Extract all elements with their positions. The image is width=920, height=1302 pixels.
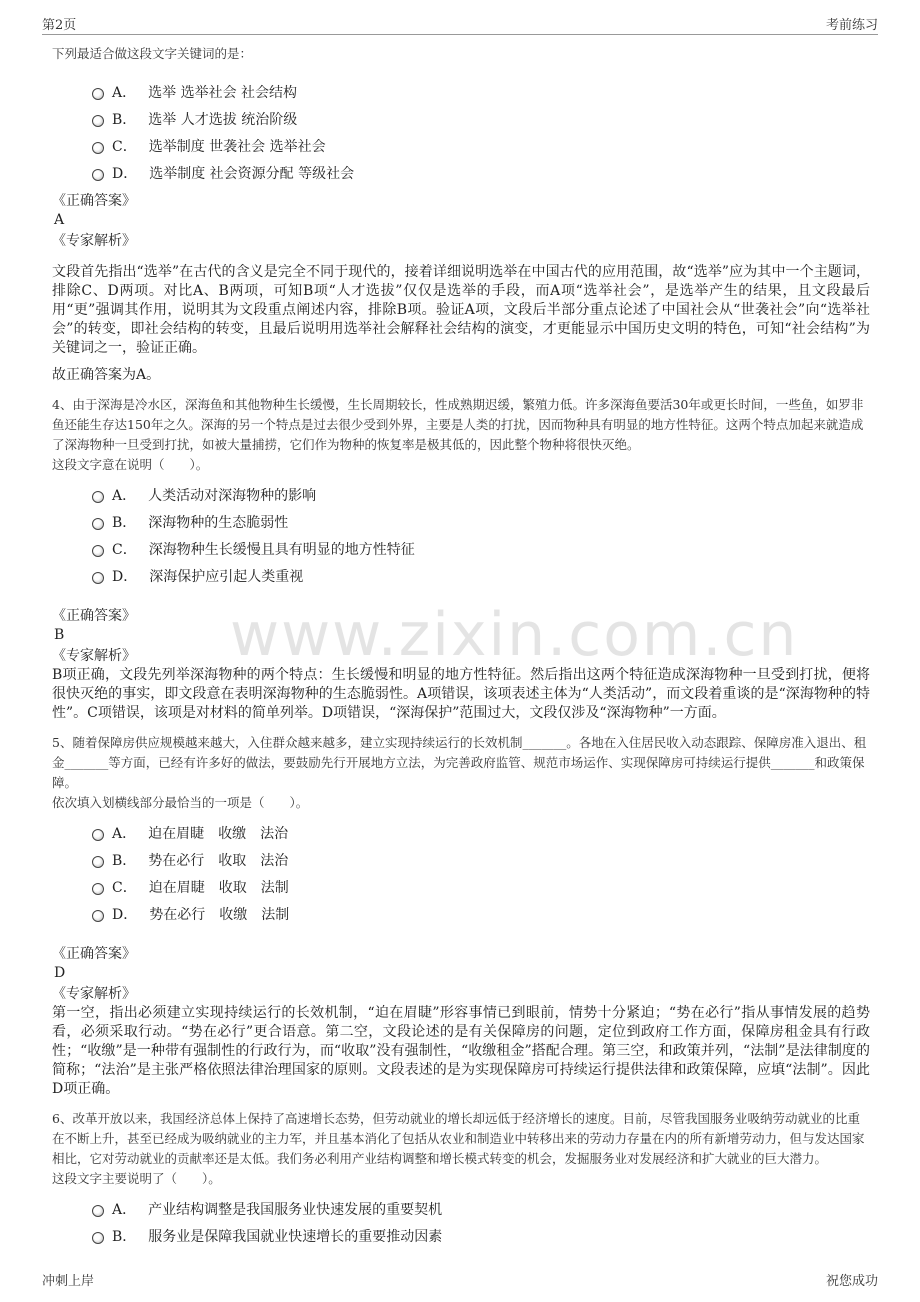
q4-option-d[interactable]: D． 深海保护应引起人类重视 [92, 562, 870, 589]
q5-analysis-label: 《专家解析》 [52, 986, 136, 1002]
q5-answer: D [54, 965, 66, 981]
q5-option-c[interactable]: C． 迫在眉睫 收取 法制 [92, 873, 870, 900]
page-header [42, 14, 878, 35]
q4-analysis: B项正确，文段先列举深海物种的两个特点：生长缓慢和明显的地方性特征。然后指出这两个特征造成深海物种一旦受到打扰，便将很快灭绝的事实，即文段意在表明深海物种的生态脆弱性。A项错误，该项表述主体为“人类活动”，而文段着重谈的是“深海物种的特性”。C项错误，该项是对材料的简单列举。D项错误，“深海保护”范围过大，文段仅涉及“深海物种”一方面。 [52, 667, 870, 721]
footer-left: 冲刺上岸 [42, 1274, 95, 1289]
radio-icon[interactable] [92, 829, 104, 841]
q6-options [92, 1195, 870, 1249]
page-number: 第2页 [42, 18, 77, 33]
radio-icon[interactable] [92, 856, 104, 868]
page-footer [42, 1270, 878, 1290]
q3-option-a[interactable]: A． 选举 选举社会 社会结构 [92, 78, 870, 105]
question-5 [52, 733, 870, 1099]
radio-icon[interactable] [92, 1205, 104, 1217]
radio-icon[interactable] [92, 883, 104, 895]
q3-options [92, 78, 870, 186]
question-6 [52, 1109, 870, 1249]
q5-prompt: 依次填入划横线部分最恰当的一项是（ ）。 [52, 795, 309, 810]
q3-prompt: 下列最适合做这段文字关键词的是： [52, 46, 253, 61]
q4-analysis-label: 《专家解析》 [52, 648, 136, 664]
q4-option-a[interactable]: A． 人类活动对深海物种的影响 [92, 481, 870, 508]
q6-text: 6、改革开放以来，我国经济总体上保持了高速增长态势，但劳动就业的增长却远低于经济增长的速度。目前，尽管我国服务业吸纳劳动就业的比重在不断上升，甚至已经成为吸纳就业的主力军，并且基本消化了包括从农业和制造业中转移出来的劳动力存量在内的所有新增劳动力，但与发达国家相比，它对劳动就业的贡献率还是太低。我们务必利用产业结构调整和增长模式转变的机会，发掘服务业对发展经济和扩大就业的巨大潜力。 [52, 1111, 865, 1166]
q3-conclusion: 故正确答案为A。 [52, 367, 161, 383]
q6-prompt: 这段文字主要说明了（ ）。 [52, 1171, 221, 1186]
q3-option-d[interactable]: D． 选举制度 社会资源分配 等级社会 [92, 159, 870, 186]
q3-option-b[interactable]: B． 选举 人才选拔 统治阶级 [92, 105, 870, 132]
q4-option-c[interactable]: C． 深海物种生长缓慢且具有明显的地方性特征 [92, 535, 870, 562]
radio-icon[interactable] [92, 910, 104, 922]
q6-option-a[interactable]: A． 产业结构调整是我国服务业快速发展的重要契机 [92, 1195, 870, 1222]
radio-icon[interactable] [92, 115, 104, 127]
question-3 [52, 44, 870, 385]
radio-icon[interactable] [92, 518, 104, 530]
footer-right: 祝您成功 [825, 1274, 878, 1289]
q4-answer: B [54, 627, 65, 643]
q3-analysis-label: 《专家解析》 [52, 233, 136, 249]
q4-prompt: 这段文字意在说明（ ）。 [52, 457, 209, 472]
q4-options [92, 481, 870, 589]
q3-answer-label: 《正确答案》 [52, 193, 136, 209]
q4-option-b[interactable]: B． 深海物种的生态脆弱性 [92, 508, 870, 535]
q4-text: 4、由于深海是冷水区，深海鱼和其他物种生长缓慢，生长周期较长，性成熟期迟缓，繁殖力低。许多深海鱼要活30年或更长时间，一些鱼，如罗非鱼还能生存达150年之久。深海的另一个特点是过去很少受到外界，主要是人类的打扰，因而物种具有明显的地方性特征。这两个特点加起来就造成了深海物种一旦受到打扰，如被大量捕捞，它们作为物种的恢复率是极其低的，因此整个物种将很快灭绝。 [52, 397, 864, 452]
radio-icon[interactable] [92, 169, 104, 181]
q5-option-b[interactable]: B． 势在必行 收取 法治 [92, 846, 870, 873]
header-title: 考前练习 [825, 18, 878, 33]
q5-analysis: 第一空，指出必须建立实现持续运行的长效机制，“迫在眉睫”形容事情已到眼前，情势十分紧迫；“势在必行”指从事情发展的趋势看，必须采取行动。“势在必行”更合语意。第二空，文段论述的是有关保障房的问题，定位到政府工作方面，保障房租金具有行政性；“收缴”是一种带有强制性的行政行为，而“收取”没有强制性，“收缴租金”搭配合理。第三空，和政策并列，“法制”是法律制度的简称；“法治”是主张严格依照法律治理国家的原则。文段表述的是为实现保障房可持续运行提供法律和政策保障，应填“法制”。因此D项正确。 [52, 1005, 870, 1097]
watermark: www.zixin.com.cn [230, 600, 799, 670]
q5-option-d[interactable]: D． 势在必行 收缴 法制 [92, 900, 870, 927]
q5-answer-label: 《正确答案》 [52, 946, 136, 962]
q3-option-c[interactable]: C． 选举制度 世袭社会 选举社会 [92, 132, 870, 159]
q4-answer-label: 《正确答案》 [52, 608, 136, 624]
radio-icon[interactable] [92, 1232, 104, 1244]
q3-answer: A [54, 212, 65, 228]
question-4 [52, 395, 870, 723]
document-body [52, 44, 870, 1249]
radio-icon[interactable] [92, 572, 104, 584]
radio-icon[interactable] [92, 491, 104, 503]
q5-option-a[interactable]: A． 迫在眉睫 收缴 法治 [92, 819, 870, 846]
q5-text: 5、随着保障房供应规模越来越大，入住群众越来越多，建立实现持续运行的长效机制_______。各地在入住居民收入动态跟踪、保障房准入退出、租金_______等方面，已经有许多好的做法，要鼓励先行开展地方立法，为完善政府监管、规范市场运作、实现保障房可持续运行提供_______和政策保障。 [52, 735, 867, 790]
q5-options [92, 819, 870, 927]
radio-icon[interactable] [92, 545, 104, 557]
q6-option-b[interactable]: B． 服务业是保障我国就业快速增长的重要推动因素 [92, 1222, 870, 1249]
q3-analysis: 文段首先指出“选举”在古代的含义是完全不同于现代的，接着详细说明选举在中国古代的应用范围，故“选举”应为其中一个主题词，排除C、D两项。对比A、B两项，可知B项“人才选拔”仅仅是选举的手段，而A项“选举社会”，是选举产生的结果，且文段最后用“更”强调其作用，说明其为文段重点阐述内容，排除B项。验证A项，文段后半部分重点论述了中国社会从“世袭社会”向“选举社会”的转变，即社会结构的转变，且最后说明用选举社会解释社会结构的演变，才更能显示中国历史文明的特色，可知“社会结构”为关键词之一，验证正确。 [52, 264, 870, 356]
radio-icon[interactable] [92, 142, 104, 154]
radio-icon[interactable] [92, 88, 104, 100]
